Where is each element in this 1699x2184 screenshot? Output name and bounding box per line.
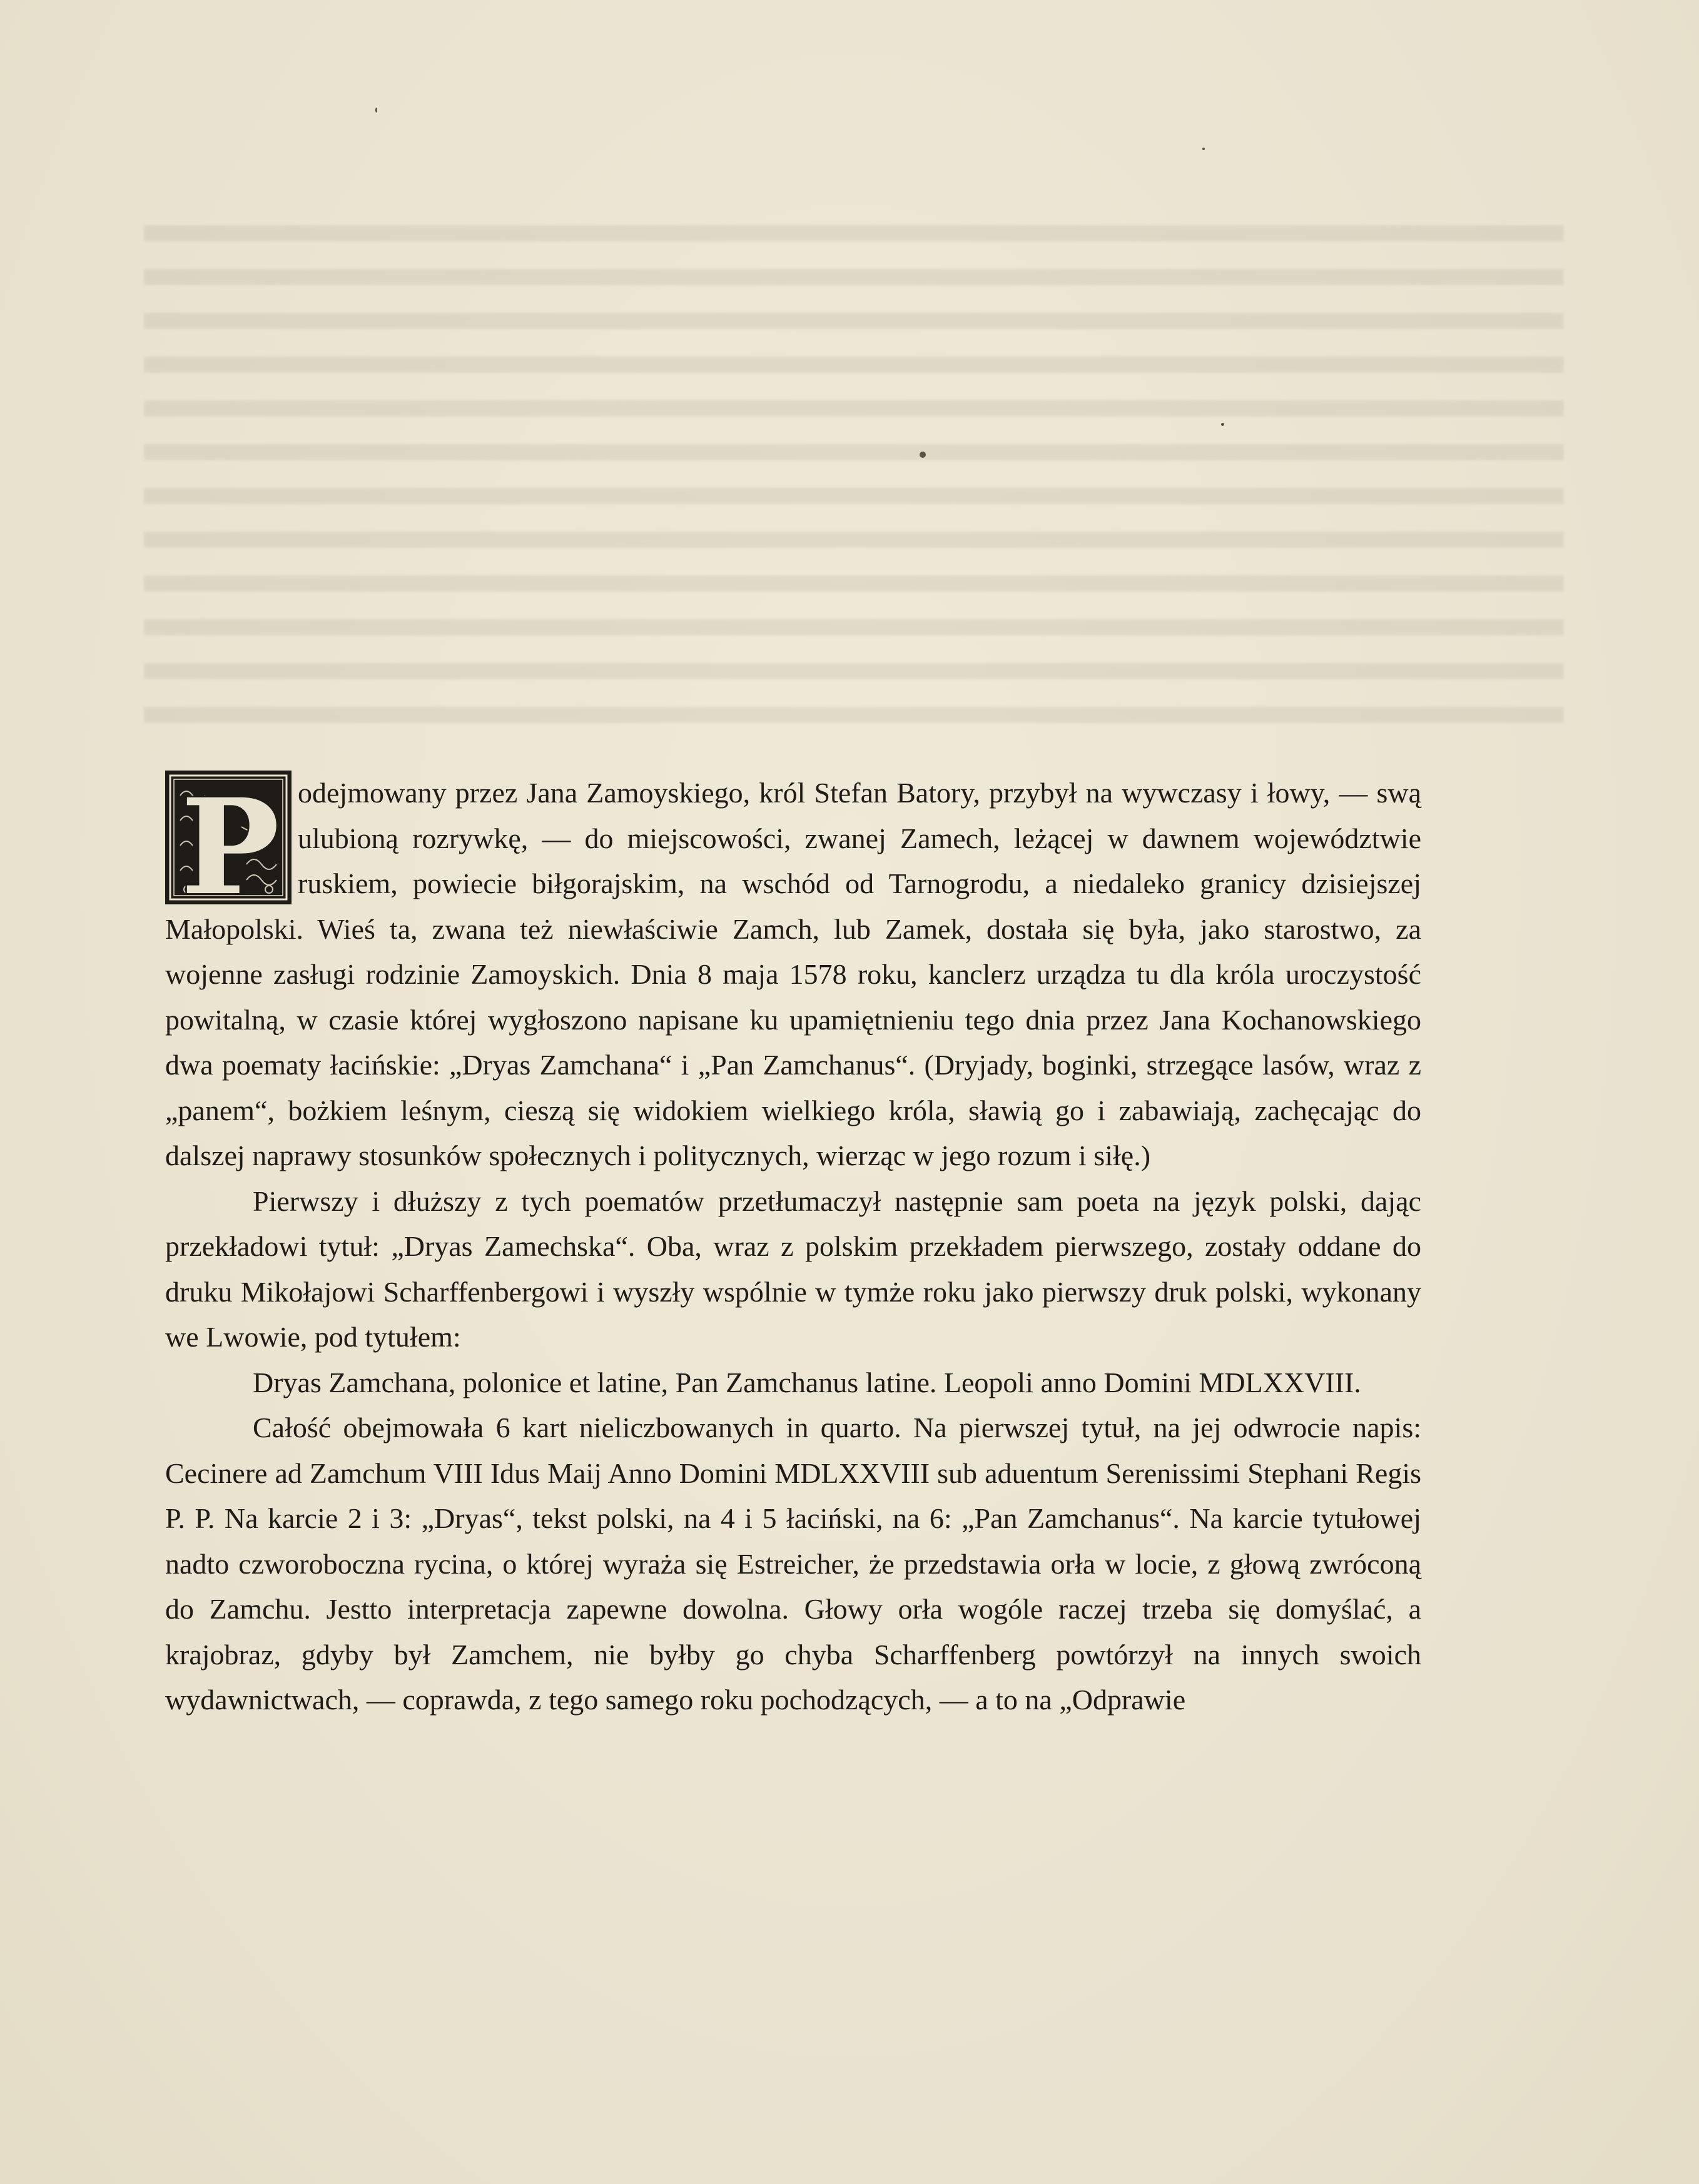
paper-speck <box>1202 148 1205 150</box>
paper-speck <box>375 108 377 113</box>
ornamental-initial-p <box>165 771 292 904</box>
paragraph-4: Całość obejmowała 6 kart nieliczbowanych in quarto. Na pierwszej tytuł, na jej odwrocie napis: Cecinere ad Zamchum VIII Idus Maij Anno Domini MDLXXVIII sub aduentum Serenissimi Stephani Regis P. P. Na karcie 2 i 3: „Dryas“, tekst polski, na 4 i 5 łaciński, na 6: „Pan Zamchanus“. Na karcie tytułowej nadto czworoboczna rycina, o której wyraża się Estreicher, że przedstawia orła w locie, z głową zwróconą do Zamchu. Jestto interpretacja zapewne dowolna. Głowy orła wogóle raczej trzeba się domyślać, a krajobraz, gdyby był Zamchem, nie byłby go chyba Scharffenberg powtórzył na innych swoich wydawnictwach, — coprawda, z tego samego roku pochodzących, — a to na „Odprawie <box>165 1412 1421 1716</box>
paragraph-1-text: odejmowany przez Jana Zamoyskiego, król Stefan Batory, przybył na wywczasy i łowy, — swą ulubioną rozrywkę, — do miejscowości, zwanej Zamech, leżącej w dawnem województwie ruskiem, powiecie biłgorajskim, na wschód od Tarnogrodu, a niedaleko granicy dzisiejszej Małopolski. Wieś ta, zwana też niewłaściwie Zamch, lub Zamek, dostała się była, jako starostwo, za wojenne zasługi rodzinie Zamoyskich. Dnia 8 maja 1578 roku, kanclerz urządza tu dla króla uroczystość powitalną, w czasie której wygłoszono napisane ku upamiętnieniu tego dnia przez Jana Kochanowskiego dwa poematy łacińskie: „Dryas Zamchana“ i „Pan Zamchanus“. (Dryjady, boginki, strzegące lasów, wraz z „panem“, bożkiem leśnym, cieszą się widokiem wielkiego króla, sławią go i zabawiają, zachęcając do dalszej naprawy stosunków społecznych i politycznych, wierząc w jego rozum i siłę.) <box>165 777 1421 1171</box>
svg-text:P: P <box>181 771 280 904</box>
paragraph-1 <box>165 771 1421 1179</box>
paragraph-2: Pierwszy i dłuższy z tych poematów przetłumaczył następnie sam poeta na język polski, dając przekładowi tytuł: „Dryas Zamechska“. Oba, wraz z polskim przekładem pierwszego, zostały oddane do druku Mikołajowi Scharffenbergowi i wyszły wspólnie w tymże roku jako pierwszy druk polski, wykonany we Lwowie, pod tytułem: <box>165 1185 1421 1353</box>
body-text <box>165 771 1421 1723</box>
paper-speck <box>1221 423 1224 426</box>
paper-speck <box>920 452 926 458</box>
bleed-through-text <box>144 225 1564 751</box>
paragraph-3: Dryas Zamchana, polonice et latine, Pan Zamchanus latine. Leopoli anno Domini MDLXXVIII. <box>253 1366 1361 1398</box>
